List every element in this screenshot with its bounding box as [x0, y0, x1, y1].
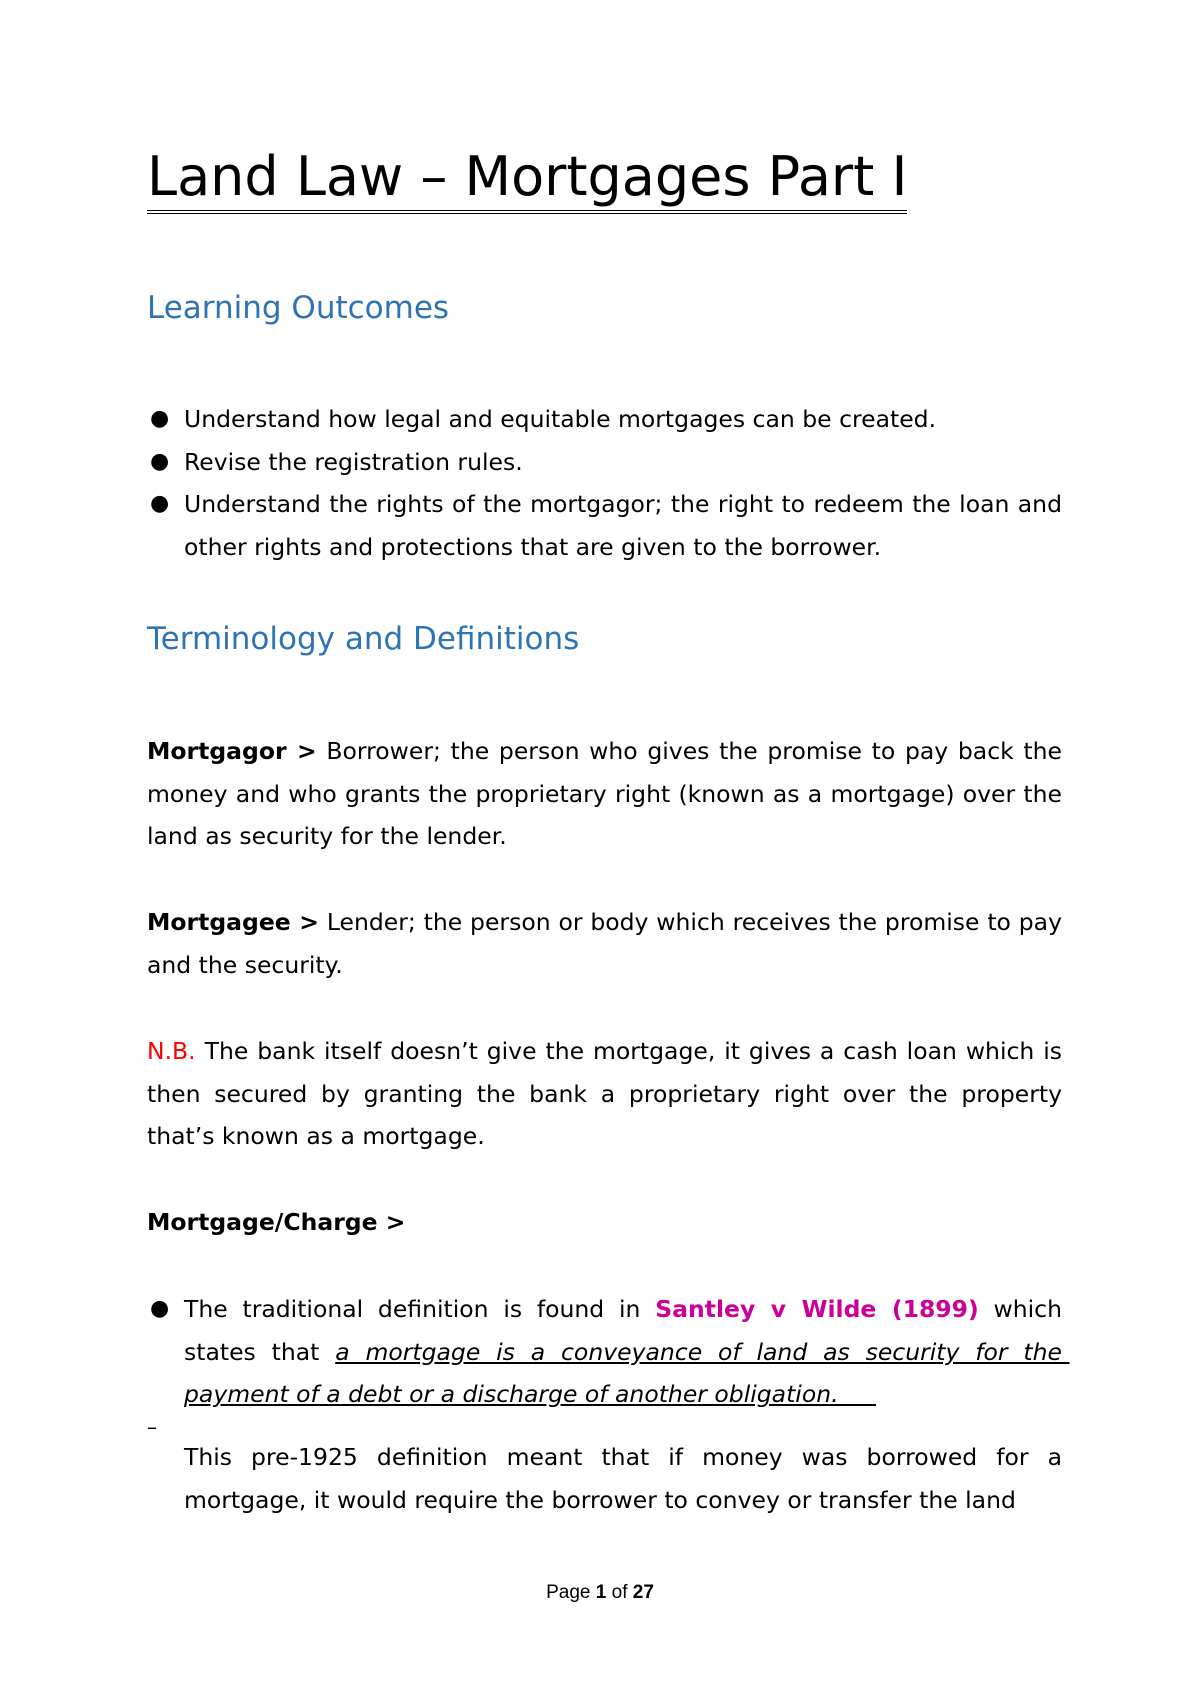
nb-text: The bank itself doesn’t give the mortgage, it gives a cash loan which is then secured by granting the bank a proprietary right over the property that’s known as a mortgage.: [147, 1037, 1062, 1150]
list-item: [147, 398, 1062, 441]
footer-page-current: 1: [595, 1582, 607, 1603]
mortgagor-term: Mortgagor >: [147, 737, 317, 765]
list-item-text: Revise the registration rules.: [184, 447, 523, 476]
list-item-text: Understand how legal and equitable mortgages can be created.: [184, 405, 937, 433]
mortgagee-definition: [147, 901, 1062, 986]
footer-page-label: Page: [546, 1582, 596, 1603]
bullet-icon: ●: [150, 491, 170, 516]
mortgagee-text: Lender; the person or body which receives the promise to pay and the security.: [147, 908, 1062, 979]
bullet-icon: ●: [150, 406, 170, 431]
bullet-icon: ●: [150, 1296, 170, 1321]
charge-intro: The traditional definition is found in: [184, 1295, 656, 1323]
dash-marker: –: [147, 1415, 157, 1439]
charge-term: Mortgage/Charge >: [147, 1208, 406, 1236]
list-item: [147, 483, 1062, 568]
list-item: [147, 441, 1062, 484]
footer-page-total: 27: [632, 1582, 654, 1603]
bullet-icon: ●: [150, 448, 170, 474]
case-citation: Santley v Wilde (1899): [655, 1295, 979, 1323]
charge-bullet-text: [184, 1288, 1070, 1416]
learning-outcomes-heading: Learning Outcomes: [147, 290, 450, 326]
nb-note: [147, 1030, 1062, 1158]
mortgagor-text: Borrower; the person who gives the promise to pay back the money and who grants the proprietary right (known as a mortgage) over the land as security for the lender.: [147, 737, 1062, 850]
mortgage-definition-quote: a mortgage is a conveyance of land as security for the payment of a debt or a discharge of another obligation.: [184, 1337, 1070, 1408]
pre1925-paragraph: This pre-1925 definition meant that if money was borrowed for a mortgage, it would require the borrower to convey or transfer the land: [184, 1443, 1062, 1514]
learning-outcomes-list: [147, 398, 1062, 568]
mortgagor-definition: [147, 730, 1062, 858]
mortgagee-term: Mortgagee >: [147, 908, 319, 936]
footer-of-label: of: [606, 1582, 633, 1603]
page-title: Land Law – Mortgages Part I: [147, 150, 907, 214]
list-item-text: Understand the rights of the mortgagor; the right to redeem the loan and other rights and protections that are given to the borrower.: [184, 490, 1062, 561]
charge-bullet: [147, 1288, 1070, 1416]
charge-mid: which states that: [184, 1295, 1062, 1366]
page-footer: [0, 1582, 1200, 1604]
terminology-heading: Terminology and Definitions: [147, 621, 580, 657]
nb-label: N.B.: [147, 1037, 196, 1065]
charge-definition-heading: [147, 1201, 1062, 1244]
